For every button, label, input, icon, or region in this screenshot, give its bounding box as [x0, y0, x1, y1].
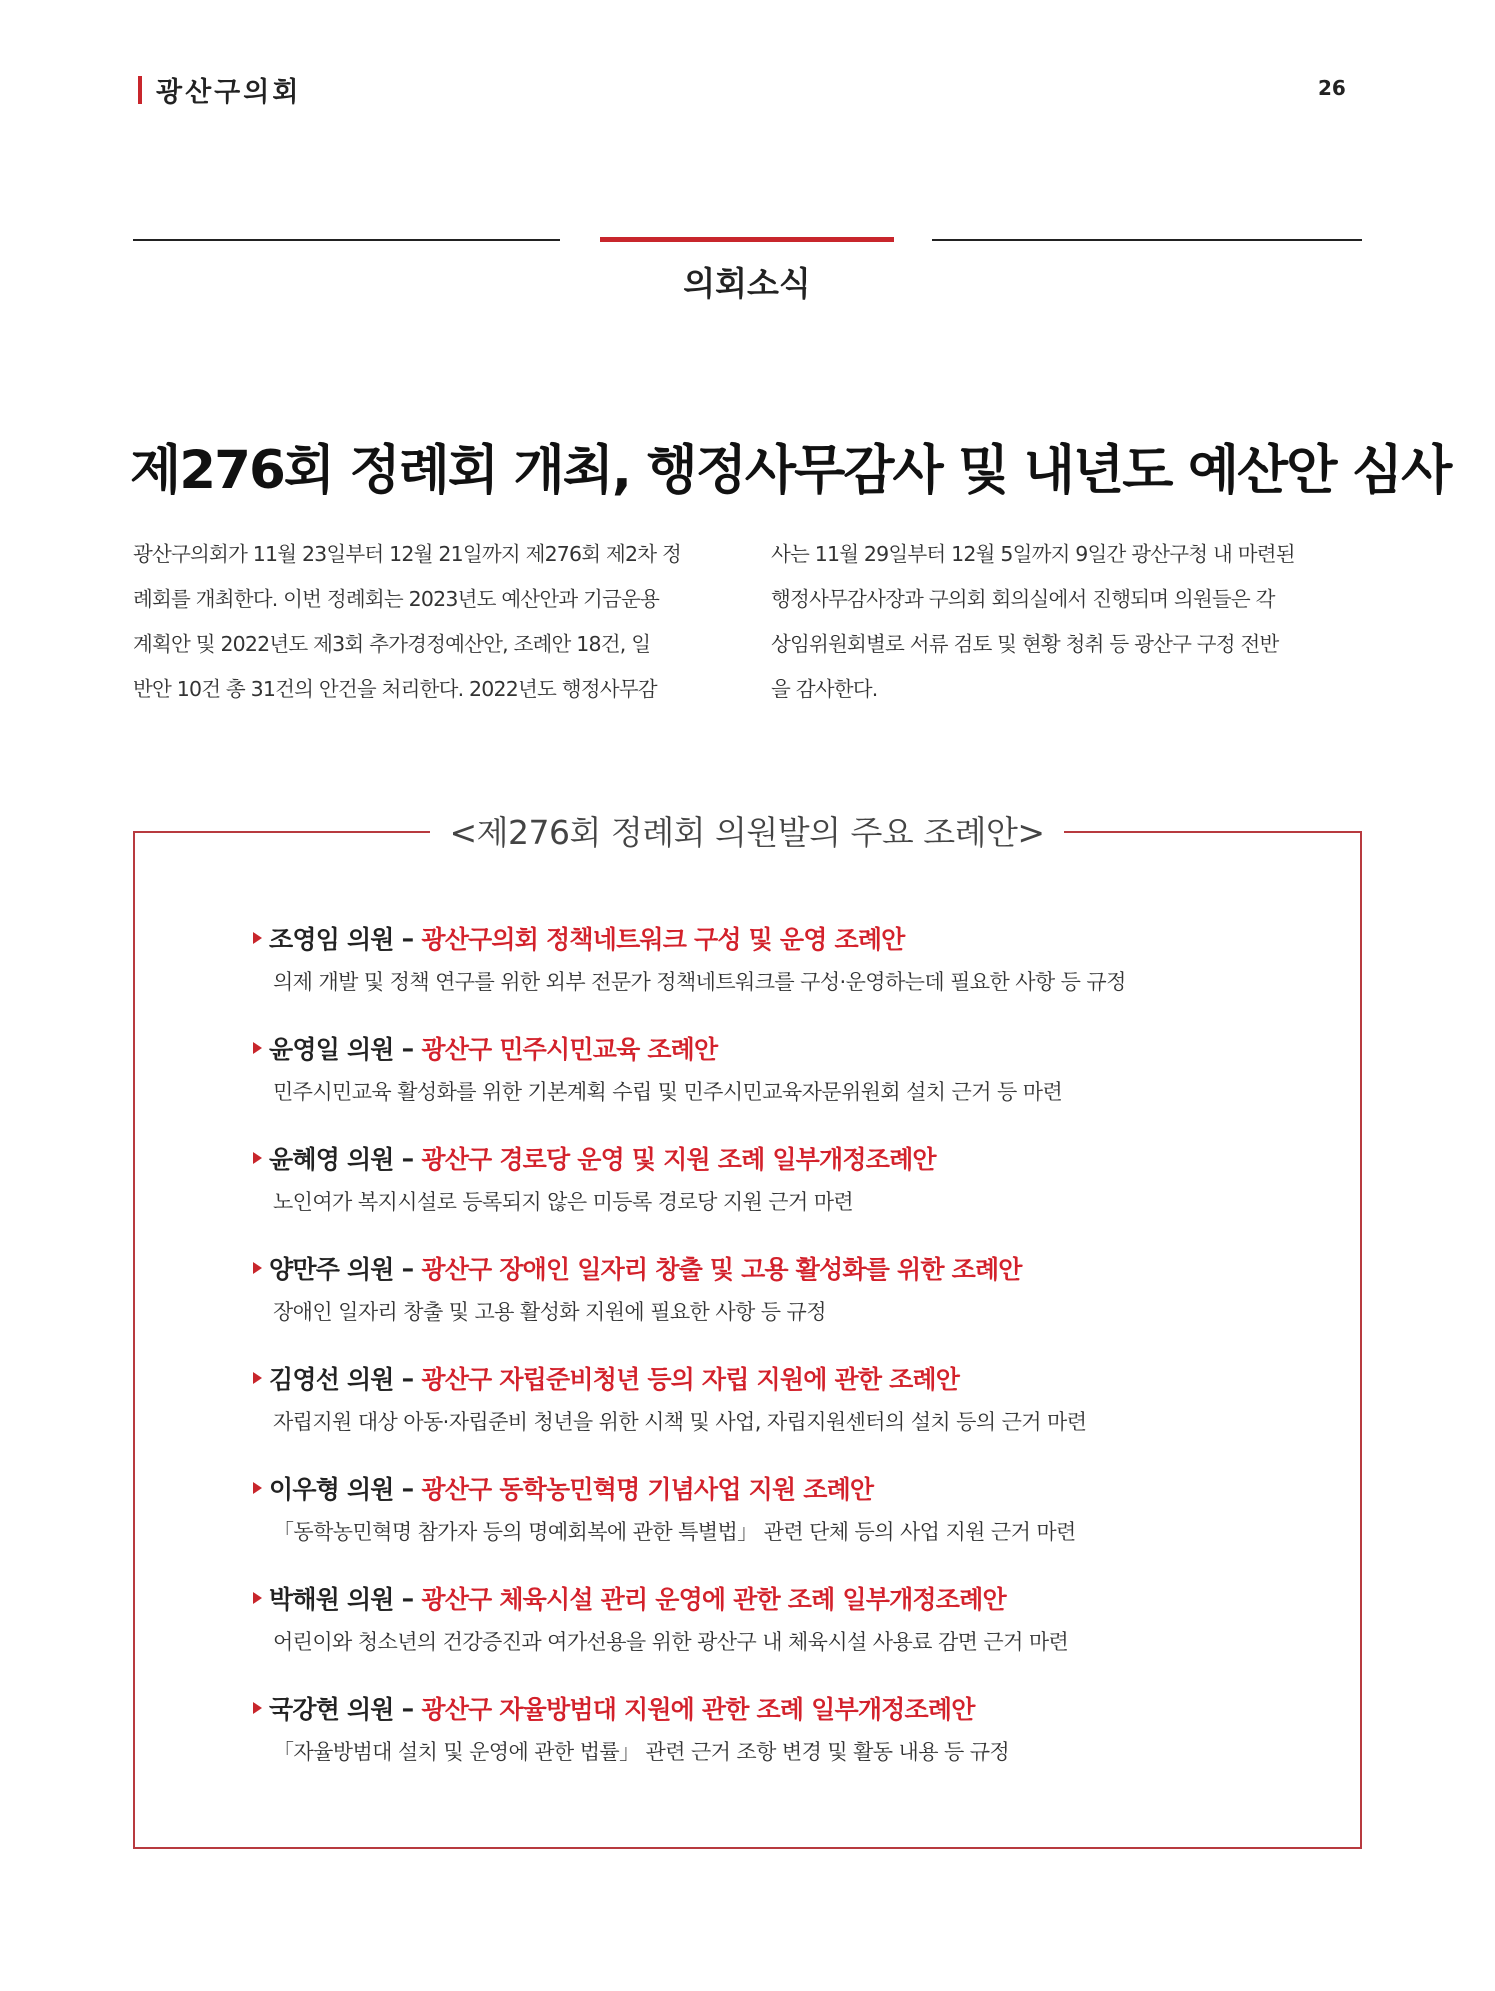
ordinance-heading: [253, 1580, 1313, 1616]
separator: –: [401, 1583, 414, 1613]
ordinance-item: [253, 1360, 1313, 1470]
section-rule-right: [932, 239, 1362, 241]
bill-title: 광산구의회 정책네트워크 구성 및 운영 조례안: [421, 925, 905, 954]
arrow-right-icon: [253, 1152, 262, 1164]
separator: –: [401, 1363, 414, 1393]
page-number: 26: [1318, 76, 1346, 100]
arrow-right-icon: [253, 1592, 262, 1604]
body-line: 계획안 및 2022년도 제3회 추가경정예산안, 조례안 18건, 일: [133, 632, 651, 656]
member-name: 조영임 의원: [269, 925, 394, 954]
bill-description: 의제 개발 및 정책 연구를 위한 외부 전문가 정책네트워크를 구성·운영하는데 필요한 사항 등 규정: [273, 970, 1126, 994]
ordinance-heading: [253, 1030, 1313, 1066]
member-name: 이우형 의원: [269, 1475, 394, 1504]
separator: –: [401, 1143, 414, 1173]
body-line: 을 감사한다.: [771, 677, 878, 701]
bill-title: 광산구 자율방범대 지원에 관한 조례 일부개정조례안: [421, 1695, 975, 1724]
ordinance-item: [253, 1030, 1313, 1140]
ordinance-item: [253, 1140, 1313, 1250]
separator: –: [401, 923, 414, 953]
bill-description: 어린이와 청소년의 건강증진과 여가선용을 위한 광산구 내 체육시설 사용료 감면 근거 마련: [273, 1630, 1069, 1654]
bill-description: 장애인 일자리 창출 및 고용 활성화 지원에 필요한 사항 등 규정: [273, 1300, 826, 1324]
body-line: 상임위원회별로 서류 검토 및 현황 청취 등 광산구 구정 전반: [771, 632, 1279, 656]
section-rule-left: [133, 239, 560, 241]
ordinance-heading: [253, 1360, 1313, 1396]
body-line: 례회를 개최한다. 이번 정례회는 2023년도 예산안과 기금운용: [133, 587, 660, 611]
article-body-right: [771, 532, 1361, 712]
ordinance-item: [253, 1470, 1313, 1580]
article-body-left: [133, 532, 723, 712]
bill-title: 광산구 경로당 운영 및 지원 조례 일부개정조례안: [421, 1145, 936, 1174]
ordinance-heading: [253, 1140, 1313, 1176]
section-rule-accent: [600, 237, 894, 242]
member-name: 박해원 의원: [269, 1585, 394, 1614]
arrow-right-icon: [253, 1482, 262, 1494]
separator: –: [401, 1033, 414, 1063]
ordinance-heading: [253, 920, 1313, 956]
bill-description: 노인여가 복지시설로 등록되지 않은 미등록 경로당 지원 근거 마련: [273, 1190, 854, 1214]
member-name: 국강현 의원: [269, 1695, 394, 1724]
bill-title: 광산구 민주시민교육 조례안: [421, 1035, 718, 1064]
body-line: 사는 11월 29일부터 12월 5일까지 9일간 광산구청 내 마련된: [771, 542, 1295, 566]
ordinance-heading: [253, 1690, 1313, 1726]
bill-description: 「자율방범대 설치 및 운영에 관한 법률」 관련 근거 조항 변경 및 활동 내용 등 규정: [273, 1740, 1010, 1764]
ordinance-box-title: <제276회 정례회 의원발의 주요 조례안>: [430, 807, 1064, 854]
arrow-right-icon: [253, 1372, 262, 1384]
bill-description: 민주시민교육 활성화를 위한 기본계획 수립 및 민주시민교육자문위원회 설치 근거 등 마련: [273, 1080, 1063, 1104]
separator: –: [401, 1473, 414, 1503]
body-line: 반안 10건 총 31건의 안건을 처리한다. 2022년도 행정사무감: [133, 677, 657, 701]
ordinance-heading: [253, 1250, 1313, 1286]
ordinance-item: [253, 920, 1313, 1030]
bill-title: 광산구 자립준비청년 등의 자립 지원에 관한 조례안: [421, 1365, 960, 1394]
ordinance-list: [253, 920, 1313, 1800]
article-title: 제276회 정례회 개최, 행정사무감사 및 내년도 예산안 심사: [130, 440, 1451, 501]
arrow-right-icon: [253, 1042, 262, 1054]
bill-description: 「동학농민혁명 참가자 등의 명예회복에 관한 특별법」 관련 단체 등의 사업 지원 근거 마련: [273, 1520, 1076, 1544]
header-accent-bar: [138, 76, 142, 104]
member-name: 김영선 의원: [269, 1365, 394, 1394]
ordinance-item: [253, 1580, 1313, 1690]
ordinance-heading: [253, 1470, 1313, 1506]
body-line: 광산구의회가 11월 23일부터 12월 21일까지 제276회 제2차 정: [133, 542, 681, 566]
arrow-right-icon: [253, 932, 262, 944]
member-name: 윤영일 의원: [269, 1035, 394, 1064]
member-name: 양만주 의원: [269, 1255, 394, 1284]
body-line: 행정사무감사장과 구의회 회의실에서 진행되며 의원들은 각: [771, 587, 1275, 611]
separator: –: [401, 1693, 414, 1723]
ordinance-item: [253, 1690, 1313, 1800]
separator: –: [401, 1253, 414, 1283]
bill-title: 광산구 장애인 일자리 창출 및 고용 활성화를 위한 조례안: [421, 1255, 1022, 1284]
header: [138, 70, 301, 109]
bill-description: 자립지원 대상 아동·자립준비 청년을 위한 시책 및 사업, 자립지원센터의 설치 등의 근거 마련: [273, 1410, 1087, 1434]
arrow-right-icon: [253, 1262, 262, 1274]
arrow-right-icon: [253, 1702, 262, 1714]
bill-title: 광산구 체육시설 관리 운영에 관한 조례 일부개정조례안: [421, 1585, 1006, 1614]
ordinance-item: [253, 1250, 1313, 1360]
section-title: 의회소식: [683, 264, 811, 303]
council-name: 광산구의회: [156, 77, 302, 108]
member-name: 윤혜영 의원: [269, 1145, 394, 1174]
bill-title: 광산구 동학농민혁명 기념사업 지원 조례안: [421, 1475, 874, 1504]
